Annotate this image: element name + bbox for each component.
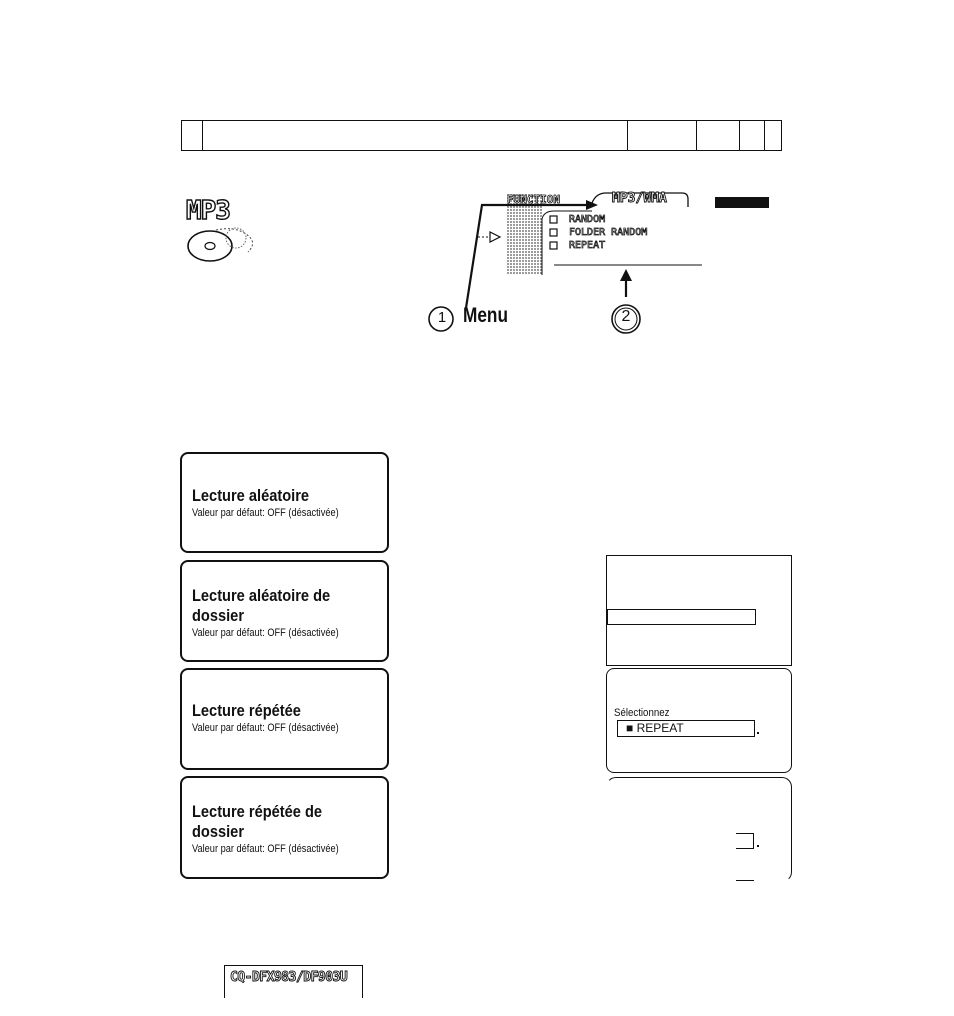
header-bar — [181, 120, 782, 151]
feature-title: Lecture répétée de — [192, 802, 323, 821]
menu-item-folder-random: FOLDER RANDOM — [569, 227, 648, 238]
panel-c — [606, 777, 792, 882]
checkbox-icon — [550, 242, 557, 249]
mode-tab-label: MP3/WMA — [612, 191, 667, 206]
header-divider — [696, 121, 697, 150]
panel-b-instruction: Sélectionnez — [614, 707, 670, 719]
feature-title: Lecture aléatoire de — [192, 586, 331, 605]
pointer-arrow-icon — [490, 232, 500, 242]
header-divider — [627, 121, 628, 150]
indicator-bar — [715, 197, 769, 208]
feature-default: Valeur par défaut: OFF (désactivée) — [192, 843, 339, 855]
menu-list — [569, 213, 647, 252]
mp3-logo: MP3 — [186, 196, 230, 226]
feature-title: dossier — [192, 606, 245, 625]
feature-title: dossier — [192, 822, 245, 841]
panel-b-selection: ■ REPEAT — [617, 720, 755, 737]
menu-item-random: RANDOM — [569, 214, 606, 225]
callout-2-number: 2 — [621, 308, 631, 325]
period-mark — [757, 845, 759, 847]
feature-box-random — [180, 452, 389, 553]
feature-default: Valeur par défaut: OFF (désactivée) — [192, 507, 339, 519]
checkbox-icon — [550, 229, 557, 236]
menu-label: Menu — [463, 304, 508, 327]
feature-box-folder-repeat — [180, 776, 389, 879]
model-number: CQ-DFX983/DF903U — [230, 970, 348, 985]
panel-a-field — [607, 609, 756, 625]
function-label: FUNCTION — [507, 193, 560, 206]
menu-item-repeat: REPEAT — [569, 240, 606, 251]
panel-c-field — [736, 833, 754, 849]
disc-icon — [184, 220, 264, 270]
feature-title: Lecture aléatoire — [192, 486, 310, 505]
checkbox-icon — [550, 216, 557, 223]
header-divider — [202, 121, 203, 150]
callout-1-number: 1 — [437, 309, 447, 326]
header-divider — [739, 121, 740, 150]
feature-box-folder-random — [180, 560, 389, 662]
feature-default: Valeur par défaut: OFF (désactivée) — [192, 722, 339, 734]
feature-title: Lecture répétée — [192, 701, 301, 720]
feature-box-repeat — [180, 668, 389, 770]
feature-default: Valeur par défaut: OFF (désactivée) — [192, 627, 339, 639]
period-mark — [757, 732, 759, 734]
panel-c-line — [736, 880, 754, 881]
header-divider — [764, 121, 765, 150]
